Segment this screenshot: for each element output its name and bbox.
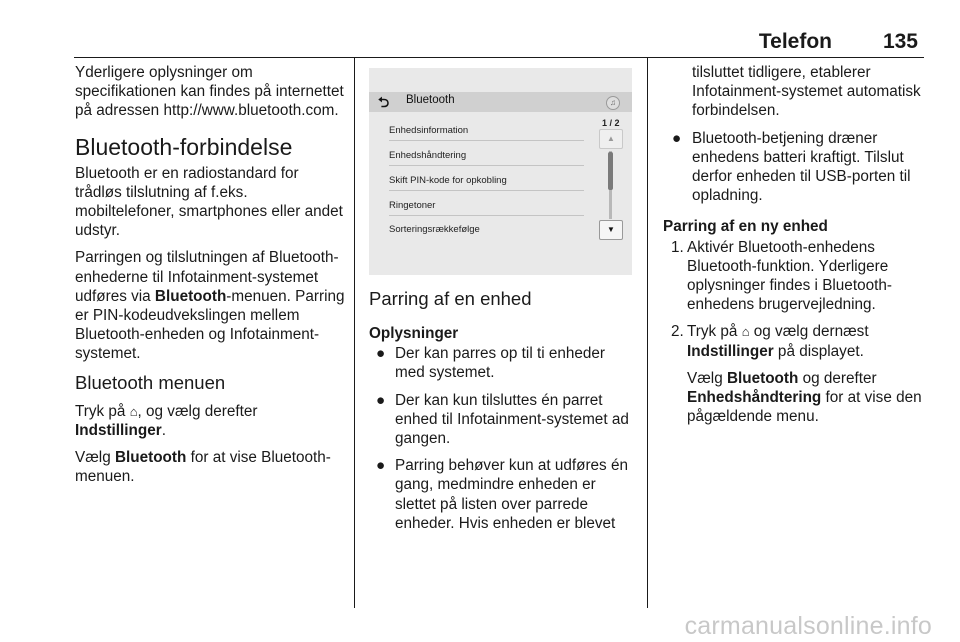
back-arrow-icon: ⮌: [378, 94, 390, 110]
bold-text: Indstillinger: [687, 342, 774, 360]
column-divider-2: [647, 58, 648, 608]
battery-note-list: [663, 129, 928, 206]
watermark: carmanualsonline.info: [684, 612, 932, 640]
bullet-icon: ●: [376, 457, 386, 475]
text: -menuen. Parring er PIN-kodeudvekslingen mellem Bluetooth-enheden og Infotainment-systemet.: [75, 287, 345, 363]
menu-item-ringtones: Ringetoner: [389, 200, 584, 216]
step-number: 1.: [671, 238, 684, 256]
list-item-text: Der kan parres op til ti enheder med systemet.: [395, 345, 606, 382]
menu-item-change-pin: Skift PIN-kode for opkobling: [389, 175, 584, 191]
step-text: [687, 369, 928, 427]
subsection-title: Bluetooth menuen: [75, 371, 226, 393]
bold-text: Bluetooth: [114, 449, 187, 467]
text: Vælg: [687, 369, 727, 387]
list-item: [663, 129, 928, 206]
pairing-heading: Parring af en enhed: [369, 288, 532, 309]
info-list: [369, 344, 639, 533]
bullet-icon: ●: [672, 129, 682, 147]
step-item: [663, 322, 928, 426]
home-icon: ⌂: [129, 403, 138, 419]
bluetooth-description: Bluetooth er en radiostandard for trådløs tilslutning af f.eks. mobiltelefoner, smartphones eller andet udstyr.: [75, 164, 343, 240]
bold-text: Enhedshåndtering: [687, 389, 822, 407]
text: .: [161, 421, 166, 439]
page-header: [0, 30, 960, 58]
text: og derefter: [798, 369, 877, 387]
text: , og vælg derefter: [137, 402, 258, 420]
step-item: [663, 238, 928, 315]
scrollbar-thumb: [608, 152, 613, 190]
list-item-text: Parring behøver kun at udføres én gang, medmindre enheden er slettet på listen over parrede enheder. Hvis enheden er blevet: [395, 457, 628, 532]
screen-title: Bluetooth: [406, 94, 455, 106]
text: Parringen og tilslutningen af Bluetooth-enhederne til Infotainment-systemet udføres via: [75, 249, 339, 305]
music-note-icon: ♫: [606, 96, 620, 110]
column-2: [369, 280, 639, 541]
bullet-icon: ●: [376, 345, 386, 363]
list-item: [369, 391, 639, 449]
step-text: Aktivér Bluetooth-enhedens Bluetooth-funktion. Yderligere oplysninger findes i Bluetooth-enhedens brugervejledning.: [687, 238, 892, 314]
text: Vælg: [75, 449, 115, 467]
menu-item-sort-order: Sorteringsrækkefølge: [389, 224, 480, 235]
section-title: Bluetooth-forbindelse: [75, 133, 293, 160]
page-number: 135: [882, 30, 918, 53]
step-number: 2.: [671, 323, 684, 341]
select-bluetooth-instruction: [75, 448, 345, 486]
column-1: [75, 63, 345, 494]
list-item: [369, 344, 639, 382]
text: på displayet.: [773, 342, 864, 360]
text: Tryk på: [687, 323, 742, 341]
menu-item-device-management: Enhedshåndtering: [389, 150, 584, 166]
bold-text: Indstillinger: [75, 421, 162, 439]
list-item: [369, 456, 639, 533]
intro-paragraph: Yderligere oplysninger om specifikationen kan findes på internettet på adressen http://www.bluetooth.com.: [75, 64, 344, 120]
info-title: Oplysninger: [369, 325, 459, 342]
new-device-title: Parring af en ny enhed: [663, 218, 828, 236]
column-divider-1: [354, 58, 355, 608]
bold-text: Bluetooth: [154, 287, 227, 305]
step-text: [687, 322, 928, 360]
continued-text: tilsluttet tidligere, etablerer Infotainment-systemet automatisk forbindelsen.: [692, 64, 921, 120]
list-item-text: Der kan kun tilsluttes én parret enhed til Infotainment-systemet ad gangen.: [395, 391, 629, 448]
text: og vælg dernæst: [749, 323, 869, 341]
pairing-paragraph: [75, 248, 345, 363]
text: Tryk på: [75, 402, 130, 420]
scroll-up-button: ▲: [599, 129, 623, 149]
header-rule: [74, 57, 924, 58]
menu-item-device-info: Enhedsinformation: [389, 125, 584, 141]
home-icon: ⌂: [741, 324, 750, 340]
column-3: [663, 63, 928, 434]
steps-list: [663, 238, 928, 427]
bullet-icon: ●: [376, 391, 386, 409]
chapter-title: Telefon: [758, 30, 832, 53]
scroll-down-button: ▼: [599, 220, 623, 240]
page-indicator: 1 / 2: [602, 118, 620, 128]
bluetooth-screen-image: [369, 68, 632, 275]
bold-text: Bluetooth: [726, 369, 799, 387]
menu-instruction: [75, 402, 345, 440]
text: for at vise Bluetooth-menuen.: [75, 449, 331, 486]
text: for at vise den pågældende menu.: [687, 389, 922, 426]
list-item-text: Bluetooth-betjening dræner enhedens batteri kraftigt. Tilslut derfor enheden til USB-porten til opladning.: [692, 129, 911, 205]
